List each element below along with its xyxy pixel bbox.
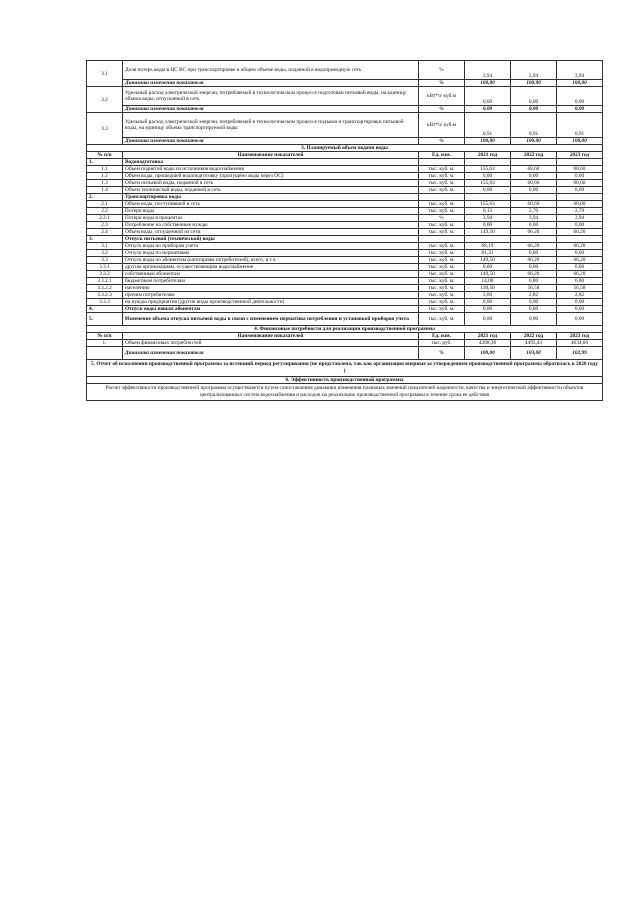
row-value-2022: 66,20: [511, 271, 557, 278]
row-unit: тыс. куб. м.: [419, 229, 465, 236]
row-name: Удельный расход электрической энергии, потребляемой в технологическом процессе подъема и транспортировки питьевой воды, на единицу объема транспортируемой воды: [123, 113, 419, 138]
row-unit: [419, 236, 465, 243]
dynamics-row: [87, 138, 603, 145]
section-title: 4. Финансовые потребности для реализации производственной программы: [87, 326, 603, 333]
dynamics-value-2021: 100,00: [465, 80, 511, 87]
row-value-2023: 66,20: [557, 243, 603, 250]
column-header-idx: № п/п: [87, 152, 123, 159]
table-row: [87, 222, 603, 229]
row-unit: [419, 194, 465, 201]
row-unit: кВт*ч/ куб.м: [419, 113, 465, 138]
row-name: бюджетным потребителям: [123, 278, 419, 285]
column-header-y1: 2021 год: [465, 333, 511, 340]
row-unit: тыс. куб. м.: [419, 292, 465, 299]
row-index: 3.2: [87, 250, 123, 257]
row-index: 3.3.2.1: [87, 278, 123, 285]
row-value-2021: 130,50: [465, 285, 511, 292]
row-value-2021: 14,00: [465, 278, 511, 285]
row-index: 2.: [87, 194, 123, 201]
section-3-title: [87, 145, 603, 152]
row-value-2023: 0,91: [557, 113, 603, 138]
column-header-idx: № п/п: [87, 333, 123, 340]
column-header-y3: 2023 год: [557, 333, 603, 340]
table-row: [87, 113, 603, 138]
row-unit: тыс. куб. м.: [419, 313, 465, 326]
row-name: населению: [123, 285, 419, 292]
table-row: [87, 313, 603, 326]
row-value-2021: 0,00: [465, 222, 511, 229]
row-value-2023: 3,94: [557, 215, 603, 222]
row-unit: тыс. куб. м.: [419, 208, 465, 215]
row-value-2021: 0,00: [465, 306, 511, 313]
row-value-2021: 0,00: [465, 299, 511, 306]
row-value-2023: 68,60: [557, 201, 603, 208]
row-index: 3.2: [87, 87, 123, 113]
row-value-2022: 0,91: [511, 113, 557, 138]
row-index: 1.2: [87, 173, 123, 180]
row-unit: %: [419, 215, 465, 222]
row-value-2022: 66,20: [511, 257, 557, 264]
section-title: 6. Эффективность производственной программы: [87, 377, 603, 384]
row-value-2022: 0,00: [511, 313, 557, 326]
row-value-2022: 0,00: [511, 173, 557, 180]
table-row: [87, 250, 603, 257]
row-value-2022: 0,00: [511, 187, 557, 194]
section-4-title: [87, 326, 603, 333]
row-value-2023: 66,20: [557, 257, 603, 264]
column-header-y2: 2022 год: [511, 333, 557, 340]
column-header-name: Наименование показателей: [123, 333, 419, 340]
row-index: 3.1: [87, 243, 123, 250]
row-value-2021: 68,19: [465, 243, 511, 250]
dynamics-value-2021: 0,00: [465, 106, 511, 113]
dynamics-label: Динамика изменения показателя: [123, 138, 419, 145]
row-name: Объем поднятой воды из источников водоснабжения: [123, 166, 419, 173]
dynamics-row: [87, 347, 603, 360]
row-value-2022: [511, 159, 557, 166]
row-value-2022: 0,00: [511, 87, 557, 106]
section-6-title: [87, 377, 603, 384]
table-row: [87, 208, 603, 215]
column-header-unit: Ед. изм.: [419, 333, 465, 340]
dynamics-value-2023: 0,00: [557, 106, 603, 113]
row-value-2022: [511, 236, 557, 243]
row-unit: тыс. куб. м.: [419, 278, 465, 285]
column-header-y2: 2022 год: [511, 152, 557, 159]
row-value-2023: 0,00: [557, 187, 603, 194]
dynamics-label: Динамика изменения показателя: [123, 106, 419, 113]
row-value-2022: 0,00: [511, 222, 557, 229]
table-row: [87, 264, 603, 271]
row-value-2021: 81,31: [465, 250, 511, 257]
table-row: [87, 201, 603, 208]
row-index: 3.: [87, 236, 123, 243]
row-value-2022: 0,00: [511, 299, 557, 306]
column-header-y1: 2021 год: [465, 152, 511, 159]
row-value-2023: [557, 159, 603, 166]
row-value-2021: 0,00: [465, 313, 511, 326]
table-row: [87, 306, 603, 313]
dynamics-value-2022: 100,00: [511, 80, 557, 87]
row-value-2023: 2,70: [557, 208, 603, 215]
row-value-2022: 0,00: [511, 264, 557, 271]
row-value-2021: 149,50: [465, 257, 511, 264]
row-unit: тыс. куб. м.: [419, 285, 465, 292]
row-value-2023: 0,00: [557, 264, 603, 271]
section-5-title: 5. Отчет об исполнении производственной программы за истекший период регулирования (не представлена, так как организация впервые за утверждением производственной программы обратилась в 2020 году ): [87, 360, 603, 377]
row-index: 1.: [87, 159, 123, 166]
section-6-text-row: [87, 384, 603, 401]
row-value-2021: 155,63: [465, 201, 511, 208]
row-unit: [419, 159, 465, 166]
row-value-2022: 0,00: [511, 306, 557, 313]
row-value-2022: 56,58: [511, 285, 557, 292]
row-value-2021: [465, 194, 511, 201]
row-value-2023: 0,00: [557, 313, 603, 326]
row-value-2021: 3,94: [465, 61, 511, 80]
row-value-2023: 3,94: [557, 61, 603, 80]
row-unit: кВт*ч/ куб.м: [419, 87, 465, 106]
row-name: другим организациям, осуществляющим водоснабжение: [123, 264, 419, 271]
row-index: 3.3.2.2: [87, 285, 123, 292]
row-unit: тыс. куб. м.: [419, 306, 465, 313]
row-name: собственным абонентам: [123, 271, 419, 278]
row-name: Объем воды, прошедшей водоподготовку (пропущено воды через ОС): [123, 173, 419, 180]
row-value-2023: 68,60: [557, 166, 603, 173]
row-name: Отпуск воды по приборам учета: [123, 243, 419, 250]
row-unit: тыс. руб.: [419, 340, 465, 347]
section-6-text: Расчет эффективности производственной программы осуществляется путем сопоставления динамики изменения плановых значений показателей надежности, качества и энергетической эффективности объектов централизованных систем водоснабжения и расходов на реализацию производственной программы в течение срока ее действия: [87, 384, 603, 401]
row-unit: %: [419, 61, 465, 80]
row-name: Объем технической воды, поданной в сеть: [123, 187, 419, 194]
row-index: 2.2.1: [87, 215, 123, 222]
column-header-name: Наименование показателей: [123, 152, 419, 159]
row-index: 3.3.2.3: [87, 292, 123, 299]
row-value-2023: 0,00: [557, 306, 603, 313]
row-value-2023: 56,58: [557, 285, 603, 292]
row-value-2021: 6,13: [465, 208, 511, 215]
row-name: Отпуск воды по нормативам: [123, 250, 419, 257]
row-unit: тыс. куб. м.: [419, 180, 465, 187]
row-value-2022: 4495,43: [511, 340, 557, 347]
row-unit: тыс. куб. м.: [419, 264, 465, 271]
table-row: [87, 166, 603, 173]
row-value-2021: 0,91: [465, 113, 511, 138]
row-name: Транспортировка воды: [123, 194, 419, 201]
row-value-2022: 66,20: [511, 243, 557, 250]
table-row: [87, 299, 603, 306]
row-value-2023: 2,82: [557, 292, 603, 299]
row-value-2023: 0,00: [557, 87, 603, 106]
table-row: [87, 292, 603, 299]
table-row: [87, 243, 603, 250]
column-header-unit: Ед. изм.: [419, 152, 465, 159]
table-row: [87, 194, 603, 201]
row-index: 2.1: [87, 201, 123, 208]
row-unit: тыс. куб. м.: [419, 222, 465, 229]
row-index: 1.4: [87, 187, 123, 194]
dynamics-row: [87, 106, 603, 113]
row-index: 1.: [87, 340, 123, 347]
row-value-2023: 66,20: [557, 229, 603, 236]
row-value-2023: 102,99: [557, 347, 603, 360]
row-value-2022: 0,00: [511, 250, 557, 257]
row-unit: тыс. куб. м.: [419, 257, 465, 264]
section-title: 3. Планируемый объем подачи воды: [87, 145, 603, 152]
row-name: Удельный расход электрической энергии, потребляемой в технологическом процессе подготовки питьевой воды, на единицу объема воды, отпускаемой в сеть: [123, 87, 419, 106]
dynamics-value-2021: 100,00: [465, 138, 511, 145]
document-page: [86, 60, 602, 401]
row-value-2023: 0,00: [557, 173, 603, 180]
row-value-2022: 2,70: [511, 208, 557, 215]
table-header-row: [87, 152, 603, 159]
dynamics-row: [87, 80, 603, 87]
column-header-y3: 2023 год: [557, 152, 603, 159]
row-unit: тыс. куб. м.: [419, 299, 465, 306]
dynamics-unit: %: [419, 106, 465, 113]
row-value-2021: 149,50: [465, 271, 511, 278]
row-value-2021: 0,00: [465, 187, 511, 194]
table-row: [87, 215, 603, 222]
row-index: 3.3.2: [87, 271, 123, 278]
row-value-2021: 5,00: [465, 292, 511, 299]
row-value-2021: 155,63: [465, 180, 511, 187]
table-row: [87, 257, 603, 264]
row-name: Потери воды в процентах: [123, 215, 419, 222]
row-value-2023: [557, 236, 603, 243]
table-row: [87, 87, 603, 106]
dynamics-value-2022: 0,00: [511, 106, 557, 113]
row-value-2023: 66,20: [557, 271, 603, 278]
table-header-row: [87, 333, 603, 340]
row-name: Изменение объема отпуска питьевой воды в связи с изменением норматива потребления и установкой приборов учета: [123, 313, 419, 326]
section-5-row: [87, 360, 603, 377]
table-row: [87, 173, 603, 180]
row-unit: тыс. куб. м.: [419, 201, 465, 208]
row-value-2022: 68,60: [511, 201, 557, 208]
row-name: Потребление на собственные нужды: [123, 222, 419, 229]
dynamics-unit: %: [419, 80, 465, 87]
row-unit: тыс. куб. м.: [419, 250, 465, 257]
row-name: Объем питьевой воды, поданной в сеть: [123, 180, 419, 187]
row-value-2021: 3,94: [465, 215, 511, 222]
dynamics-value-2023: 100,00: [557, 138, 603, 145]
row-unit: тыс. куб. м.: [419, 187, 465, 194]
row-value-2021: [465, 236, 511, 243]
row-index: 3.3: [87, 113, 123, 145]
row-value-2021: 0,00: [465, 173, 511, 180]
row-value-2023: 0,00: [557, 250, 603, 257]
row-value-2022: 68,60: [511, 180, 557, 187]
row-index: 2.2: [87, 208, 123, 215]
row-index: 1.1: [87, 166, 123, 173]
row-name: Отпуск воды новым абонентам: [123, 306, 419, 313]
row-name: Объем финансовых потребностей: [123, 340, 419, 347]
row-index: 5.: [87, 313, 123, 326]
row-unit: тыс. куб. м.: [419, 166, 465, 173]
row-value-2022: 103,00: [511, 347, 557, 360]
row-unit: тыс. куб. м.: [419, 243, 465, 250]
row-name: Отпуск воды по абонентам (категориям потребителей), всего, в т.ч.: [123, 257, 419, 264]
table-row: [87, 229, 603, 236]
row-name: прочим потребителям: [123, 292, 419, 299]
row-value-2023: 0,00: [557, 299, 603, 306]
row-index: 4.: [87, 306, 123, 313]
row-value-2021: 149,50: [465, 229, 511, 236]
dynamics-unit: %: [419, 138, 465, 145]
row-unit: %: [419, 347, 465, 360]
row-name: Отпуск питьевой (технической) воды: [123, 236, 419, 243]
row-value-2023: 4634,06: [557, 340, 603, 347]
row-index: [87, 347, 123, 360]
table-row: [87, 159, 603, 166]
row-unit: тыс. куб. м.: [419, 271, 465, 278]
row-index: 1.3: [87, 180, 123, 187]
table-row: [87, 271, 603, 278]
row-name: Динамика изменения показателя: [123, 347, 419, 360]
row-name: Объем воды, поступившей в сеть: [123, 201, 419, 208]
dynamics-value-2022: 100,00: [511, 138, 557, 145]
table-row: [87, 180, 603, 187]
row-name: Доля потерь воды в ЦС ВС при транспортировке в общем объеме воды, поданной в водопроводную сеть: [123, 61, 419, 80]
row-value-2022: 6,80: [511, 278, 557, 285]
row-value-2022: [511, 194, 557, 201]
table-row: [87, 285, 603, 292]
row-value-2021: 0,00: [465, 87, 511, 106]
row-value-2023: 0,00: [557, 222, 603, 229]
dynamics-value-2023: 100,00: [557, 80, 603, 87]
table-row: [87, 187, 603, 194]
dynamics-label: Динамика изменения показателя: [123, 80, 419, 87]
row-name: на нужды предприятия (другие виды производственной деятельности): [123, 299, 419, 306]
programme-table: [86, 60, 603, 401]
row-value-2022: 2,82: [511, 292, 557, 299]
row-value-2021: [465, 159, 511, 166]
row-index: 3.3.3: [87, 299, 123, 306]
row-value-2022: 66,20: [511, 229, 557, 236]
row-index: 2.4: [87, 229, 123, 236]
table-row: [87, 340, 603, 347]
row-value-2023: 68,60: [557, 180, 603, 187]
row-index: 3.1: [87, 61, 123, 87]
row-value-2021: 0,00: [465, 264, 511, 271]
row-unit: тыс. куб. м.: [419, 173, 465, 180]
table-row: [87, 278, 603, 285]
row-name: Объем воды, отпущенной из сети: [123, 229, 419, 236]
row-index: 3.3.1: [87, 264, 123, 271]
row-value-2022: 68,60: [511, 166, 557, 173]
table-row: [87, 61, 603, 80]
table-row: [87, 236, 603, 243]
row-index: 3.3: [87, 257, 123, 264]
row-value-2021: 100,00: [465, 347, 511, 360]
row-value-2023: [557, 194, 603, 201]
row-value-2021: 4368,36: [465, 340, 511, 347]
row-value-2022: 3,94: [511, 215, 557, 222]
row-value-2021: 155,63: [465, 166, 511, 173]
row-value-2022: 3,94: [511, 61, 557, 80]
row-name: Водоподготовка: [123, 159, 419, 166]
row-index: 2.3: [87, 222, 123, 229]
row-value-2023: 6,80: [557, 278, 603, 285]
row-name: Потери воды: [123, 208, 419, 215]
